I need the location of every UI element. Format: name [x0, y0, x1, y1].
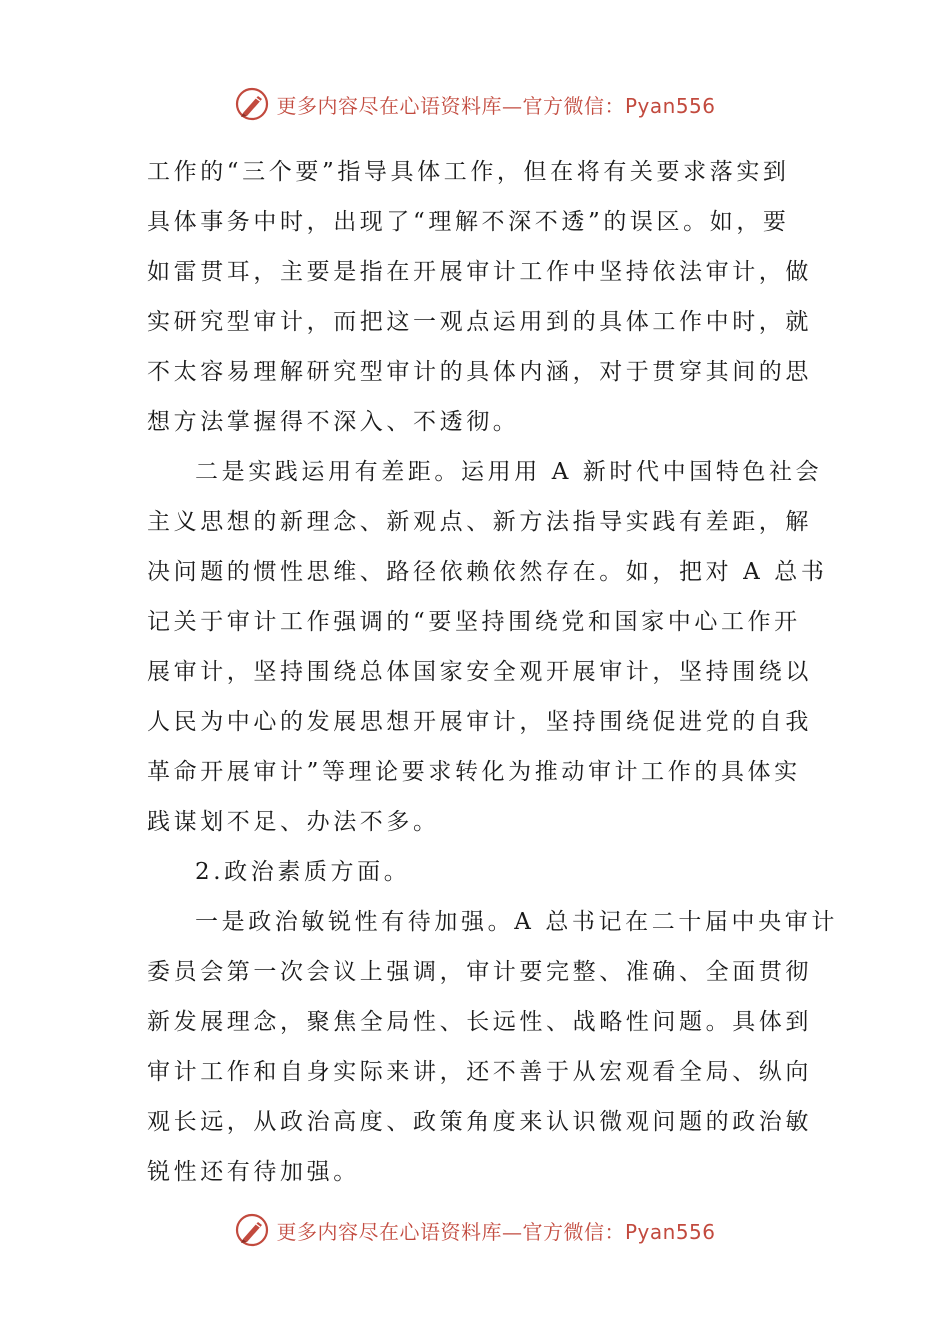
text-line: 人民为中心的发展思想开展审计，坚持围绕促进党的自我: [147, 709, 812, 735]
text-line: 锐性还有待加强。: [147, 1159, 360, 1185]
footer-watermark: [0, 1208, 950, 1252]
watermark-text: 更多内容尽在心语资料库—官方微信：Pyan556: [276, 93, 716, 118]
header-watermark: [0, 82, 950, 126]
text-line: 想方法掌握得不深入、不透彻。: [147, 409, 520, 435]
text-line: 展审计，坚持围绕总体国家安全观开展审计，坚持围绕以: [147, 659, 812, 685]
document-body: [147, 147, 838, 1197]
text-line: 委员会第一次会议上强调，审计要完整、准确、全面贯彻: [147, 959, 812, 985]
text-line: 记关于审计工作强调的“要坚持围绕党和国家中心工作开: [147, 609, 801, 635]
text-line: 如雷贯耳，主要是指在开展审计工作中坚持依法审计，做: [147, 259, 812, 285]
text-line: 决问题的惯性思维、路径依赖依然存在。如，把对 A 总书: [147, 559, 828, 585]
pen-circle-logo-icon: [234, 1212, 270, 1248]
text-line: 工作的“三个要”指导具体工作，但在将有关要求落实到: [147, 159, 790, 185]
text-line: 审计工作和自身实际来讲，还不善于从宏观看全局、纵向: [147, 1059, 812, 1085]
text-line: 实研究型审计，而把这一观点运用到的具体工作中时，就: [147, 309, 812, 335]
text-line: 主义思想的新理念、新观点、新方法指导实践有差距，解: [147, 509, 812, 535]
pen-circle-logo-icon: [234, 86, 270, 122]
text-line: 不太容易理解研究型审计的具体内涵，对于贯穿其间的思: [147, 359, 812, 385]
paragraph-start-line: 一是政治敏锐性有待加强。A 总书记在二十届中央审计: [195, 909, 838, 935]
text-line: 新发展理念，聚焦全局性、长远性、战略性问题。具体到: [147, 1009, 812, 1035]
paragraph-start-line: 二是实践运用有差距。运用用 A 新时代中国特色社会: [195, 459, 823, 485]
text-line: 践谋划不足、办法不多。: [147, 809, 440, 835]
watermark-text: 更多内容尽在心语资料库—官方微信：Pyan556: [276, 1219, 716, 1244]
text-line: 具体事务中时，出现了“理解不深不透”的误区。如，要: [147, 209, 790, 235]
watermark-id: Pyan556: [624, 1219, 716, 1244]
text-line: 观长远，从政治高度、政策角度来认识微观问题的政治敏: [147, 1109, 812, 1135]
text-line: 革命开展审计”等理论要求转化为推动审计工作的具体实: [147, 759, 801, 785]
section-heading: 2.政治素质方面。: [195, 859, 411, 885]
watermark-id: Pyan556: [624, 93, 716, 118]
